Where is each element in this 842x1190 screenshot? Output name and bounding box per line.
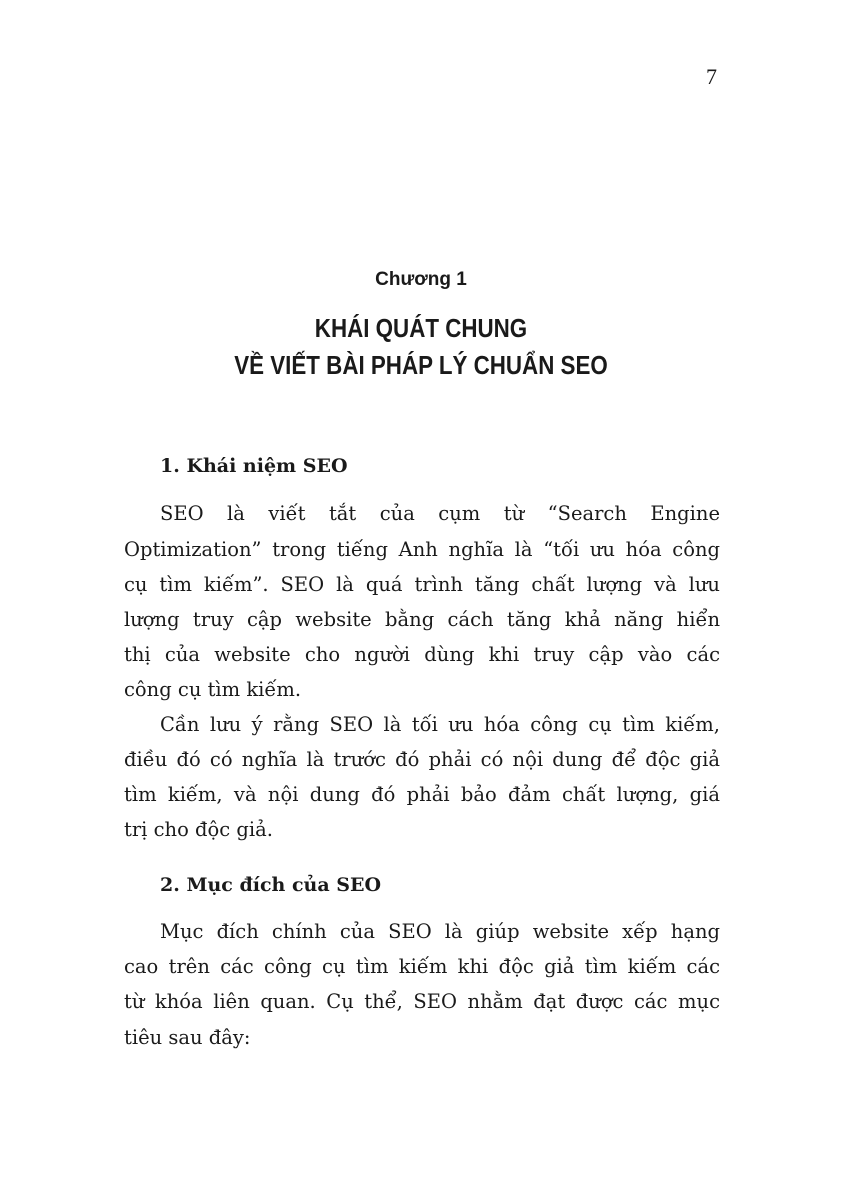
- paragraph-line: Cần lưu ý rằng SEO là tối ưu hóa công cụ tìm kiếm,: [160, 713, 720, 736]
- paragraph-line: lượng truy cập website bằng cách tăng khả năng hiển: [124, 608, 720, 631]
- paragraph-line: cụ tìm kiếm”. SEO là quá trình tăng chất lượng và lưu: [124, 573, 720, 596]
- paragraph-line: cao trên các công cụ tìm kiếm khi độc giả tìm kiếm các: [124, 955, 720, 978]
- paragraph-line: SEO là viết tắt của cụm từ “Search Engine: [160, 502, 720, 525]
- section-heading: 2. Mục đích của SEO: [160, 874, 382, 896]
- paragraph-line: thị của website cho người dùng khi truy cập vào các: [124, 643, 720, 666]
- paragraph-line: trị cho độc giả.: [124, 818, 273, 841]
- paragraph-line: tìm kiếm, và nội dung đó phải bảo đảm chất lượng, giá: [124, 783, 720, 806]
- paragraph-line: điều đó có nghĩa là trước đó phải có nội dung để độc giả: [124, 748, 720, 771]
- chapter-title-line-2: VỀ VIẾT BÀI PHÁP LÝ CHUẨN SEO: [234, 350, 608, 380]
- paragraph-line: công cụ tìm kiếm.: [124, 678, 302, 701]
- page-number: 7: [706, 64, 717, 89]
- chapter-label: Chương 1: [375, 269, 467, 290]
- paragraph-line: từ khóa liên quan. Cụ thể, SEO nhằm đạt được các mục: [124, 990, 720, 1013]
- paragraph-line: tiêu sau đây:: [124, 1026, 251, 1049]
- section-heading: 1. Khái niệm SEO: [160, 455, 348, 477]
- chapter-title-line-1: KHÁI QUÁT CHUNG: [314, 313, 528, 343]
- paragraph-line: Optimization” trong tiếng Anh nghĩa là “tối ưu hóa công: [124, 538, 720, 561]
- paragraph-line: Mục đích chính của SEO là giúp website xếp hạng: [160, 920, 720, 943]
